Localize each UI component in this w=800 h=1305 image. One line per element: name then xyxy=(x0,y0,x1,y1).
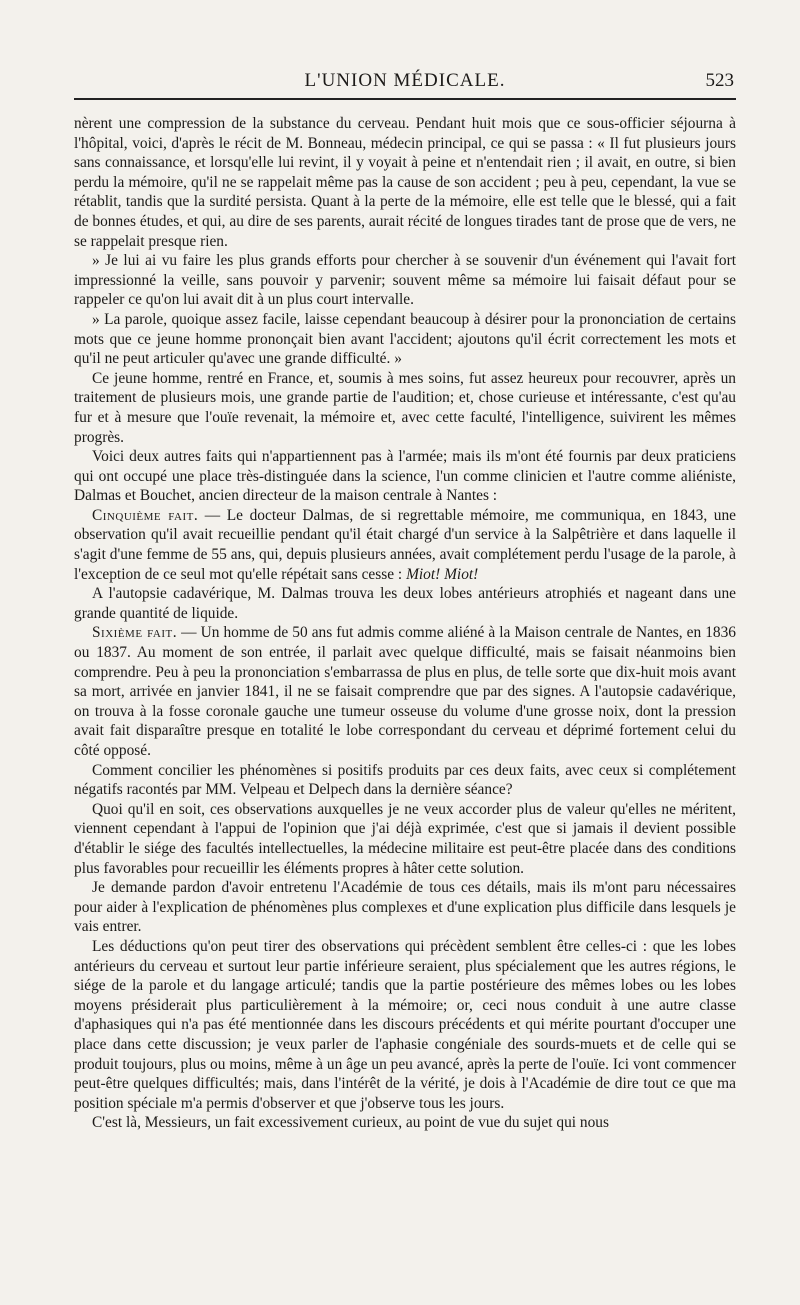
paragraph: » Je lui ai vu faire les plus grands efforts pour chercher à se souvenir d'un événement qui l'avait fort impressionné la veille, sans pouvoir y parvenir; souvent même sa mémoire lui faisait défaut pour se rappeler ce qu'on lui avait dit à un plus court intervalle. xyxy=(74,252,736,309)
quoted-word: Miot! Miot! xyxy=(406,565,479,583)
running-title: L'UNION MÉDICALE. xyxy=(304,70,506,91)
paragraph: » La parole, quoique assez facile, laisse cependant beaucoup à désirer pour la prononciation de certains mots que ce jeune homme prononçait bien avant l'accident; ajoutons qu'il écrit correctement les mots et qu'il ne peut articuler qu'avec une grande difficulté. » xyxy=(74,310,736,368)
paragraph: Voici deux autres faits qui n'appartiennent pas à l'armée; mais ils m'ont été fournis par deux praticiens qui ont occupé une place très-distinguée dans la science, l'un comme clinicien et l'autre comme aliéniste, Dalmas et Bouchet, ancien directeur de la maison centrale à Nantes : xyxy=(74,448,736,505)
paragraph: nèrent une compression de la substance du cerveau. Pendant huit mois que ce sous-officier séjourna à l'hôpital, voici, d'après le récit de M. Bonneau, médecin principal, ce qui se passa : « Il fut plusieurs jours sans connaissance, et lorsqu'elle lui revint, il y voyait à peine et n'entendait rien ; il avait, en outre, si bien perdu la mémoire, qu'il ne se rappelait même pas la cause de son accident ; peu à peu, cependant, la vue se rétablit, tandis que la surdité persista. Quant à la perte de la mémoire, elle est telle que le blessé, qui a fait de bonnes études, et qui, au dire de ses parents, aurait récité de longues tirades tant de prose que de vers, ne se rappelait presque rien. xyxy=(74,115,736,250)
case-heading: Sixième fait. xyxy=(92,624,178,642)
page-header xyxy=(74,62,736,100)
paragraph: Je demande pardon d'avoir entretenu l'Académie de tous ces détails, mais ils m'ont paru nécessaires pour aider à l'explication de phénomènes plus complexes et d'une explication plus difficile dans lesquels je vais entrer. xyxy=(74,879,736,936)
paragraph: Sixième fait. — Un homme de 50 ans fut admis comme aliéné à la Maison centrale de Nantes, en 1836 ou 1837. Au moment de son entrée, il parlait avec quelque difficulté, mais se faisait néanmoins bien comprendre. Peu à peu la prononciation s'embarrassa de plus en plus, de telle sorte que dix-huit mois avant sa mort, arrivée en janvier 1841, il ne se faisait comprendre que par des signes. A l'autopsie cadavérique, on trouva à la fosse coronale gauche une tumeur osseuse du volume d'une grosse noix, dont la pression avait fait disparaître presque en totalité le lobe correspondant du cerveau et déprimé fortement celui du côté opposé. xyxy=(74,624,737,759)
body-text xyxy=(74,114,736,1133)
paragraph: Comment concilier les phénomènes si positifs produits par ces deux faits, avec ceux si complétement négatifs racontés par MM. Velpeau et Delpech dans la dernière séance? xyxy=(74,761,736,799)
page-number: 523 xyxy=(705,70,734,91)
paragraph: Les déductions qu'on peut tirer des observations qui précèdent semblent être celles-ci : que les lobes antérieurs du cerveau et surtout leur partie inférieure seraient, plus spécialement que les autres régions, le siége de la parole et du langage articulé; tandis que la partie postérieure des mêmes lobes ou les lobes moyens présiderait plus particulièrement à la mémoire; or, ceci nous conduit à une autre classe d'aphasiques qui n'a pas été mentionnée dans les discours précédents et qui mérite pourtant d'occuper une place dans cette discussion; je veux parler de l'aphasie congéniale des sourds-muets et de celle qui se produit toujours, plus ou moins, même à un âge un peu avancé, après la perte de l'ouïe. Ici vont commencer peut-être quelques difficultés; mais, dans l'intérêt de la vérité, je dois à l'Académie de dire tout ce que ma position spéciale m'a permis d'observer et que j'observe tous les jours. xyxy=(74,937,736,1112)
paragraph: Quoi qu'il en soit, ces observations auxquelles je ne veux accorder plus de valeur qu'elles ne méritent, viennent cependant à l'appui de l'opinion que j'ai déjà exprimée, c'est que si jamais il devient possible d'établir le siége des facultés intellectuelles, la médecine militaire est peut-être placée dans des conditions plus favorables pour recueillir les éléments propres à hâter cette solution. xyxy=(74,800,736,877)
case-heading: Cinquième fait. xyxy=(92,506,199,524)
paragraph: Ce jeune homme, rentré en France, et, soumis à mes soins, fut assez heureux pour recouvrer, après un traitement de plusieurs mois, une grande partie de l'audition; et, chose curieuse et intéressante, c'est qu'au fur et à mesure que l'ouïe revenait, la mémoire et, avec cette faculté, l'intelligence, suivirent les mêmes progrès. xyxy=(74,369,736,446)
paragraph: Cinquième fait. — Le docteur Dalmas, de si regrettable mémoire, me communiqua, en 1843, une observation qu'il avait recueillie pendant qu'il était chargé d'un service à la Salpêtrière et dans laquelle il s'agit d'une femme de 55 ans, qui, depuis plusieurs années, avait complétement perdu l'usage de la parole, à l'exception de ce seul mot qu'elle répétait sans cesse : Miot! Miot! xyxy=(74,506,736,583)
paragraph: C'est là, Messieurs, un fait excessivement curieux, au point de vue du sujet qui nous xyxy=(92,1114,609,1132)
paragraph: A l'autopsie cadavérique, M. Dalmas trouva les deux lobes antérieurs atrophiés et nageant dans une grande quantité de liquide. xyxy=(74,585,736,622)
